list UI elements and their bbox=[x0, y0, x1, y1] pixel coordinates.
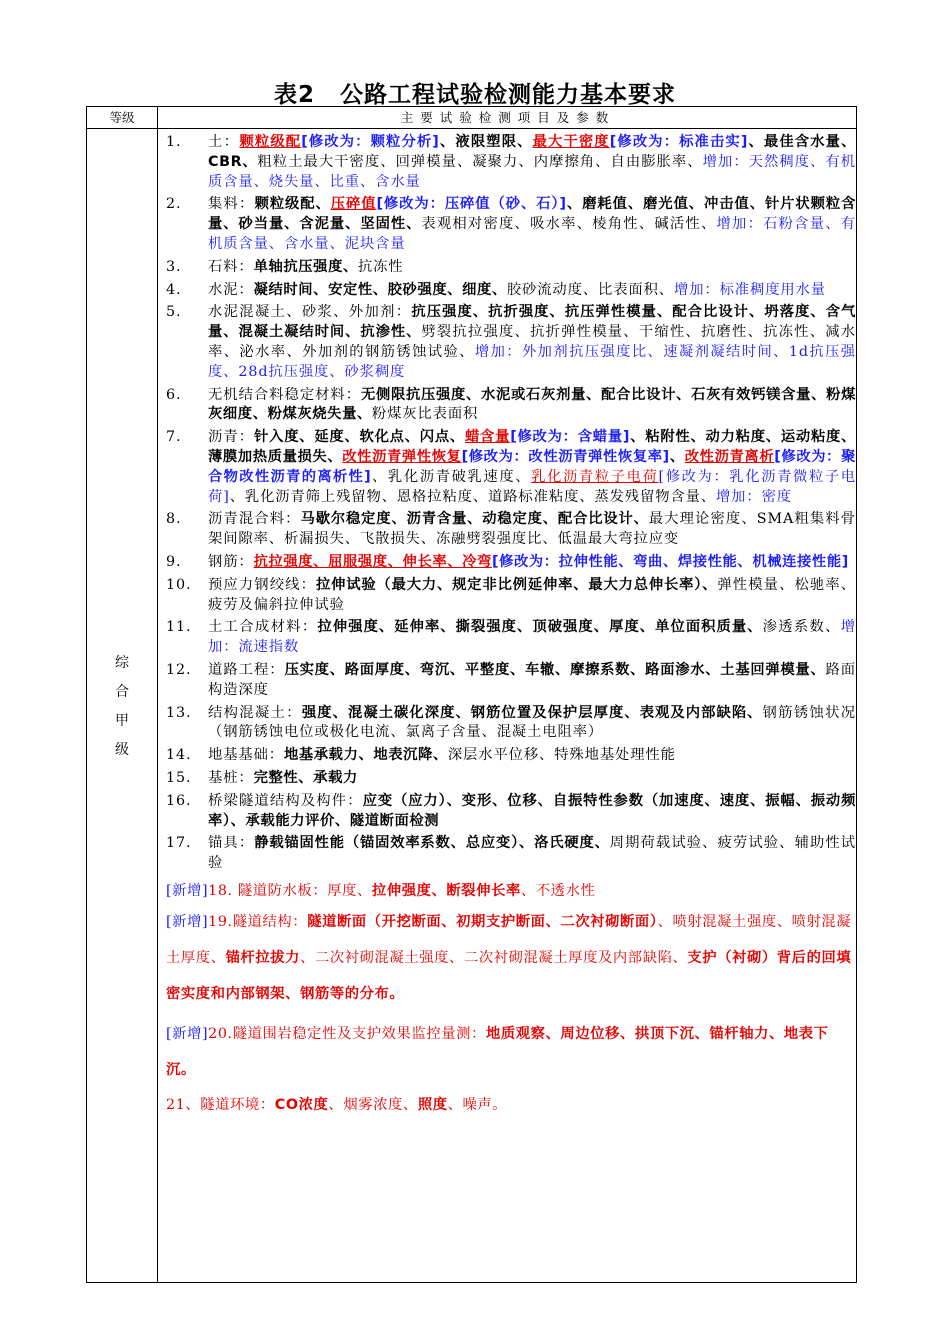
item-text-segment: 、磨耗值、磨光值、冲击值、针片状颗粒含量、砂当量、含泥量、坚固性、 bbox=[208, 196, 856, 233]
item-text-segment: 、噪声。 bbox=[447, 1096, 508, 1113]
item-text-segment: 增加：密度 bbox=[715, 488, 792, 505]
item-text-segment: 锚具： bbox=[208, 835, 255, 852]
item-text-segment: [修改为：颗粒分析] bbox=[301, 134, 440, 150]
list-item bbox=[166, 386, 856, 426]
item-text-segment: 增加：标准稠度用水量 bbox=[674, 281, 826, 298]
item-text-segment: 石料： bbox=[208, 258, 254, 275]
list-item bbox=[166, 281, 856, 301]
item-text bbox=[208, 281, 856, 301]
item-text-segment: [新增] bbox=[166, 913, 209, 930]
item-text-segment: 拉伸试验（最大力、规定非比例延伸率、最大力总伸长率）、 bbox=[316, 576, 718, 593]
item-text-segment: 改性沥青离析 bbox=[684, 448, 775, 465]
item-number: 17. bbox=[166, 835, 192, 852]
item-text-segment: [修改为：改性沥青弹性恢复率] bbox=[461, 448, 670, 465]
item-text-segment: 锚杆拉拔力 bbox=[225, 949, 301, 966]
item-text-segment: [新增] bbox=[166, 882, 209, 899]
item-text-segment: 压碎值 bbox=[330, 196, 377, 213]
item-text-segment: 改性沥青弹性恢复 bbox=[342, 448, 462, 465]
item-text-segment: 针入度、延度、软化点、闪点、 bbox=[254, 429, 465, 446]
item-number: 9. bbox=[166, 553, 182, 570]
item-text-segment: 地基基础： bbox=[208, 747, 284, 764]
item-text-segment: 胶砂流动度、比表面积、 bbox=[506, 281, 675, 298]
item-text-segment: 、乳化沥青筛上残留物、恩格拉粘度、道路标准粘度、蒸发残留物含量、 bbox=[229, 488, 716, 505]
header-grade: 等级 bbox=[109, 110, 135, 125]
item-text bbox=[208, 576, 856, 616]
item-text-segment: 拉伸强度、延伸率、撕裂强度、顶破强度、厚度、单位面积质量、 bbox=[317, 619, 763, 636]
item-text bbox=[208, 661, 856, 701]
item-text-segment: 深层水平位移、特殊地基处理性能 bbox=[447, 747, 676, 764]
item-text-segment: 抗冻性 bbox=[357, 258, 404, 275]
list-item bbox=[166, 133, 856, 192]
item-text-segment: 最大干密度 bbox=[532, 134, 610, 150]
item-text-segment: 抗拉强度、屈服强度、伸长率、冷弯 bbox=[253, 553, 492, 570]
table-number: 表2 bbox=[273, 82, 315, 108]
item-text-segment: 、喷射混凝土强度、喷射混凝土厚度、 bbox=[166, 913, 852, 966]
item-text-segment: 道路工程： bbox=[208, 661, 285, 678]
item-text-segment: 水泥混凝土、砂浆、外加剂： bbox=[208, 304, 412, 321]
item-text-segment: 周期荷载试验、疲劳试验、辅助性试验 bbox=[208, 835, 857, 872]
list-item bbox=[166, 576, 856, 616]
item-text bbox=[208, 704, 856, 744]
list-item bbox=[166, 258, 856, 278]
item-text-segment: 增加：天然稠度、有机质含量、烧失量、比重、含水量 bbox=[208, 153, 856, 190]
item-number: 10. bbox=[166, 576, 192, 593]
column-divider bbox=[157, 107, 158, 1282]
item-text-segment: 、液限塑限、 bbox=[439, 134, 533, 150]
item-text-segment: 支护（衬砌）背后的回填密实度和内部钢架、钢筋等的分布。 bbox=[166, 949, 852, 1002]
list-item bbox=[166, 303, 856, 382]
item-text bbox=[208, 133, 856, 192]
list-item bbox=[166, 746, 856, 766]
item-text bbox=[208, 510, 856, 550]
item-text bbox=[208, 428, 856, 507]
new-list-item bbox=[166, 904, 856, 1012]
item-text-segment: [修改为：标准击实] bbox=[609, 134, 748, 150]
item-text-segment: 结构混凝土： bbox=[208, 704, 302, 721]
item-text-segment: 压实度、路面厚度、弯沉、平整度、车辙、摩擦系数、路面渗水、土基回弹模量、 bbox=[284, 661, 826, 678]
item-text bbox=[208, 303, 856, 382]
item-text-segment: 颗粒级配、 bbox=[254, 196, 331, 213]
item-text-segment: 、烟雾浓度、 bbox=[328, 1096, 418, 1113]
item-text-segment: 18. 隧道防水板：厚度、 bbox=[208, 882, 372, 899]
item-text-segment: 粗粒土最大干密度、回弹模量、凝聚力、内摩擦角、自由膨胀率、 bbox=[257, 153, 703, 170]
item-text-segment: 表观相对密度、吸水率、棱角性、碱活性、 bbox=[421, 216, 717, 233]
item-text bbox=[208, 746, 856, 766]
item-text-segment: 无侧限抗压强度、水泥或石灰剂量、配合比设计、石灰有效钙镁含量、粉煤灰细度、粉煤灰烧失量、 bbox=[208, 386, 857, 423]
item-text-segment: 、二次衬砌混凝土强度、二次衬砌混凝土厚度及内部缺陷、 bbox=[300, 949, 688, 966]
item-text-segment: 渗透系数、 bbox=[762, 619, 841, 636]
item-text bbox=[208, 386, 856, 426]
item-text-segment: 集料： bbox=[208, 196, 255, 213]
list-item bbox=[166, 661, 856, 701]
item-number: 1. bbox=[166, 134, 182, 150]
item-text-segment: [新增] bbox=[166, 1025, 209, 1042]
item-text-segment: 沥青： bbox=[208, 429, 255, 446]
item-text-segment: 应变（应力）、变形、位移、自振特性参数（加速度、速度、振幅、振动频率）、承载能力评价、隧道断面检测 bbox=[208, 792, 856, 829]
item-text-segment: 抗压强度、抗折强度、抗压弹性模量、配合比设计、坍落度、含气量、混凝土凝结时间、抗渗性、 bbox=[208, 304, 856, 341]
item-text-segment: 、乳化沥青破乳速度、 bbox=[371, 468, 532, 485]
grade-label: 综合甲级 bbox=[115, 654, 129, 758]
item-number: 11. bbox=[166, 619, 192, 636]
items-cell bbox=[166, 133, 856, 1114]
item-text-segment: 、最佳含水量、CBR、 bbox=[208, 134, 856, 170]
item-text-segment: 钢筋： bbox=[208, 553, 254, 570]
item-text-segment: [修改为：拉伸性能、弯曲、焊接性能、机械连接性能] bbox=[491, 553, 849, 570]
list-item bbox=[166, 792, 856, 832]
item-text-segment: 21、隧道环境： bbox=[166, 1096, 275, 1113]
item-text-segment: 拉伸强度、断裂伸长率 bbox=[371, 882, 521, 899]
item-number: 13. bbox=[166, 704, 192, 721]
item-number: 15. bbox=[166, 769, 192, 786]
item-number: 4. bbox=[166, 281, 182, 298]
new-list-item bbox=[166, 1094, 856, 1114]
item-text-segment: 增加：石粉含量、有机质含量、含水量、泥块含量 bbox=[208, 216, 856, 252]
item-text-segment: 基桩： bbox=[208, 769, 254, 786]
item-number: 5. bbox=[166, 304, 182, 321]
item-text-segment: 预应力钢绞线： bbox=[208, 576, 317, 593]
item-text bbox=[208, 792, 856, 832]
item-text-segment: 颗粒级配 bbox=[239, 134, 302, 150]
new-list-item bbox=[166, 880, 856, 900]
item-text-segment: 粉煤灰比表面积 bbox=[371, 406, 479, 423]
item-text-segment: 水泥： bbox=[208, 281, 254, 298]
item-text-segment: 土工合成材料： bbox=[208, 619, 318, 636]
list-item bbox=[166, 553, 856, 573]
item-text-segment: 凝结时间、安定性、胶砂强度、细度、 bbox=[253, 281, 507, 298]
item-number: 7. bbox=[166, 429, 182, 446]
item-text-segment: 土： bbox=[208, 134, 240, 150]
item-text bbox=[208, 769, 856, 789]
list-item bbox=[166, 618, 856, 658]
item-text-segment: CO浓度 bbox=[274, 1096, 329, 1113]
item-number: 3. bbox=[166, 258, 182, 275]
item-text-segment: 劈裂抗拉强度、抗折弹性模量、干缩性、抗磨性、抗冻性、减水率、泌水率、外加剂的钢筋锈蚀试验、 bbox=[208, 324, 856, 360]
item-text-segment: 钢筋锈蚀状况（钢筋锈蚀电位或极化电流、氯离子含量、混凝土电阻率） bbox=[208, 704, 856, 741]
list-item bbox=[166, 510, 856, 550]
item-text-segment: 路面构造深度 bbox=[208, 661, 856, 698]
item-text-segment: 地质观察、周边位移、拱顶下沉、锚杆轴力、地表下沉。 bbox=[166, 1025, 829, 1078]
item-text-segment: 、 bbox=[669, 448, 685, 465]
item-text-segment: [修改为：压碎值（砂、石）] bbox=[376, 196, 567, 213]
item-number: 14. bbox=[166, 747, 192, 764]
requirements-table bbox=[86, 106, 857, 1283]
item-text-segment: 蜡含量 bbox=[464, 429, 511, 446]
item-text-segment: [修改为：乳化沥青微粒子电荷] bbox=[208, 468, 857, 505]
item-text bbox=[208, 618, 856, 658]
item-number: 6. bbox=[166, 386, 182, 403]
list-item bbox=[166, 704, 856, 744]
item-text-segment: 20.隧道围岩稳定性及支护效果监控量测： bbox=[208, 1025, 486, 1042]
item-text-segment: 弹性模量、松驰率、疲劳及偏斜拉伸试验 bbox=[208, 576, 856, 613]
item-number: 16. bbox=[166, 792, 192, 809]
item-number: 8. bbox=[166, 511, 182, 528]
item-text-segment: 最大理论密度、SMA粗集料骨架间隙率、析漏损失、飞散损失、冻融劈裂强度比、低温最大弯拉应变 bbox=[208, 511, 856, 548]
item-text-segment: [修改为：含蜡量] bbox=[510, 429, 631, 446]
item-text-segment: 马歇尔稳定度、沥青含量、动稳定度、配合比设计、 bbox=[300, 511, 649, 528]
table-title: 公路工程试验检测能力基本要求 bbox=[340, 82, 677, 108]
item-text-segment: 乳化沥青粒子电荷 bbox=[531, 468, 659, 485]
item-text-segment: 强度、混凝土碳化深度、钢筋位置及保护层厚度、表观及内部缺陷、 bbox=[301, 704, 763, 721]
item-text bbox=[208, 258, 856, 278]
item-text-segment: 、粘附性、动力粘度、运动粘度、薄膜加热质量损失、 bbox=[208, 429, 857, 465]
item-text-segment: 照度 bbox=[417, 1096, 448, 1113]
grade-cell bbox=[87, 129, 157, 1284]
list-item bbox=[166, 769, 856, 789]
item-text-segment: 增加：流速指数 bbox=[208, 619, 856, 656]
item-text-segment: 完整性、承载力 bbox=[253, 769, 358, 786]
item-text-segment: 增加：外加剂抗压强度比、速凝剂凝结时间、1d抗压强度、28d抗压强度、砂浆稠度 bbox=[208, 343, 856, 380]
list-item bbox=[166, 834, 856, 874]
table-header-row bbox=[87, 107, 856, 129]
page-title bbox=[0, 76, 950, 109]
item-text-segment: 无机结合料稳定材料： bbox=[208, 386, 362, 403]
item-text-segment: [修改为：聚合物改性沥青的离析性] bbox=[208, 448, 856, 485]
item-number: 12. bbox=[166, 661, 192, 678]
item-text bbox=[208, 195, 856, 254]
item-text-segment: 桥梁隧道结构及构件： bbox=[208, 792, 363, 809]
item-text bbox=[208, 553, 856, 573]
new-list-item bbox=[166, 1016, 856, 1088]
item-text-segment: 、不透水性 bbox=[520, 882, 596, 899]
item-text-segment: 地基承载力、地表沉降、 bbox=[283, 747, 448, 764]
item-text-segment: 静载锚固性能（锚固效率系数、总应变）、洛氏硬度、 bbox=[254, 835, 610, 852]
list-item bbox=[166, 428, 856, 507]
item-number: 2. bbox=[166, 196, 182, 213]
list-item bbox=[166, 195, 856, 254]
item-text-segment: 19.隧道结构： bbox=[208, 913, 308, 930]
item-text bbox=[208, 834, 856, 874]
item-text-segment: 隧道断面（开挖断面、初期支护断面、二次衬砌断面） bbox=[307, 913, 658, 930]
item-text-segment: 单轴抗压强度、 bbox=[253, 258, 358, 275]
item-text-segment: 沥青混合料： bbox=[208, 511, 301, 528]
header-items: 主要试验检测项目及参数 bbox=[400, 110, 616, 125]
